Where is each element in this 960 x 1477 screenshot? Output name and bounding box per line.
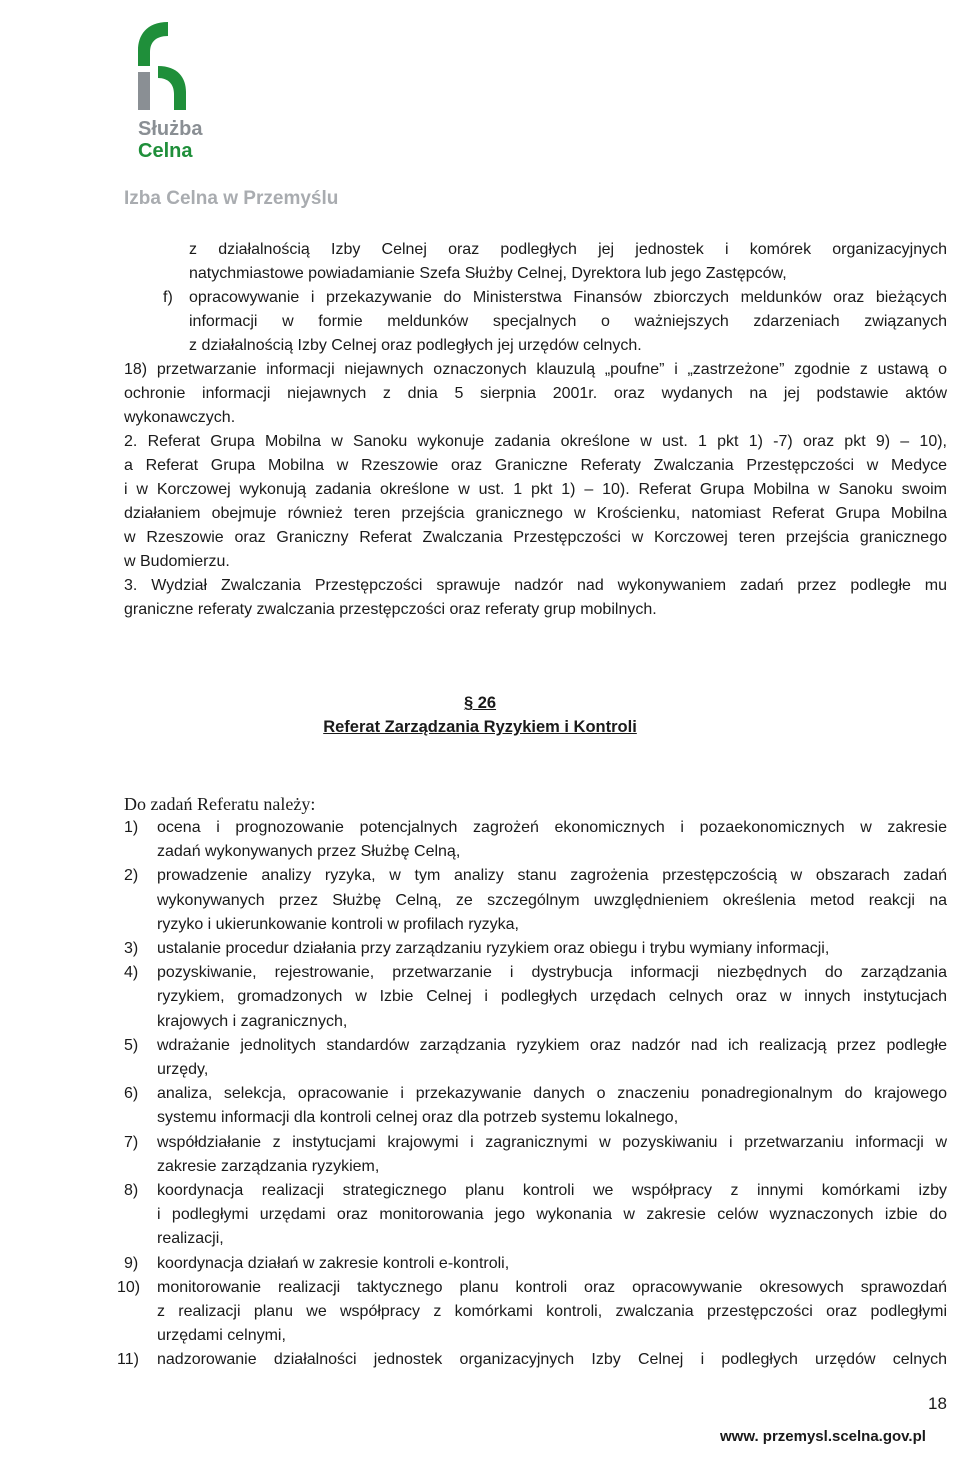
list-item-line: urzędami celnymi, xyxy=(157,1327,286,1345)
list-item-line: wykonywanych przez Służbę Celną, ze szczególnym uwzględnieniem określenia metod reakcji na xyxy=(157,891,947,909)
point-18-line1: 18) przetwarzanie informacji niejawnych oznaczonych klauzulą „poufne” i „zastrzeżone” zgodnie z ustawą o xyxy=(124,361,947,378)
logo-line1: Służba xyxy=(138,118,203,140)
list-item-line: prowadzenie analizy ryzyka, w tym analizy stanu zagrożenia przestępczością w obszarach zadań xyxy=(157,867,947,885)
item-f-line2: informacji w formie meldunków specjalnych o ważniejszych zdarzeniach związanych xyxy=(189,313,947,330)
list-item-line: koordynacja działań w zakresie kontroli e-kontroli, xyxy=(157,1254,510,1272)
point-18-line2: ochronie informacji niejawnych z dnia 5 sierpnia 2001r. oraz wydanych na jej podstawie aktów xyxy=(124,385,947,402)
list-item-line: zakresie zarządzania ryzykiem, xyxy=(157,1157,380,1175)
list-item-number: 5) xyxy=(124,1036,139,1054)
logo-line2: Celna xyxy=(138,140,193,162)
list-item-line: realizacji, xyxy=(157,1230,224,1248)
list-item-number: 2) xyxy=(124,867,139,885)
para-2-line6: w Budomierzu. xyxy=(124,553,230,570)
list-item-number: 3) xyxy=(124,940,139,957)
list-item-line: analiza, selekcja, opracowanie i przekazywanie danych o znaczeniu ponadregionalnym do krajowego xyxy=(157,1085,947,1103)
list-item-line: monitorowanie realizacji taktycznego planu kontroli oraz opracowywanie okresowych sprawozdań xyxy=(157,1278,947,1296)
list-item-number: 9) xyxy=(124,1254,139,1272)
list-item-line: koordynacja realizacji strategicznego planu kontroli we współpracy z innymi komórkami izby xyxy=(157,1182,947,1199)
list-item-line: urzędy, xyxy=(157,1061,209,1078)
point-18-line3: wykonawczych. xyxy=(124,409,236,426)
list-item-line: krajowych i zagranicznych, xyxy=(157,1012,348,1030)
list-item-line: wdrażanie jednolitych standardów zarządzania ryzykiem oraz nadzór nad ich realizacją przez podległe xyxy=(157,1036,947,1054)
logo-emblem-icon xyxy=(128,22,198,110)
para-3-line1: 3. Wydział Zwalczania Przestępczości sprawuje nadzór nad wykonywaniem zadań przez podległe mu xyxy=(124,577,947,594)
para-3-line2: graniczne referaty zwalczania przestępczości oraz referaty grup mobilnych. xyxy=(124,601,657,618)
item-f-line1: opracowywanie i przekazywanie do Ministerstwa Finansów zbiorczych meldunków oraz bieżących xyxy=(189,289,947,306)
item-f-line3: z działalnością Izby Celnej oraz podległych jej urzędów celnych. xyxy=(189,337,642,354)
list-item-line: pozyskiwanie, rejestrowanie, przetwarzanie i dystrybucja informacji niezbędnych do zarządzania xyxy=(157,964,947,982)
para-2-line3: i w Korczowej wykonują zadania określone w ust. 1 pkt 1) – 10). Referat Grupa Mobilna w Sanoku swoim xyxy=(124,481,947,498)
section-number: § 26 xyxy=(463,694,497,712)
list-item-line: ryzyko i ukierunkowanie kontroli w profilach ryzyka, xyxy=(157,915,519,933)
list-item-line: ustalanie procedur działania przy zarządzaniu ryzykiem oraz obiegu i trybu wymiany informacji, xyxy=(157,940,830,957)
item-f-label: f) xyxy=(163,289,173,306)
list-item-line: ryzykiem, gromadzonych w Izbie Celnej i podległych urzędach celnych oraz w innych instytucjach xyxy=(157,988,947,1006)
list-item-number: 10) xyxy=(117,1278,141,1296)
section-title: Referat Zarządzania Ryzykiem i Kontroli xyxy=(323,718,637,736)
header-title: Izba Celna w Przemyślu xyxy=(124,188,339,209)
list-item-line: ocena i prognozowanie potencjalnych zagrożeń ekonomicznych i pozaekonomicznych w zakresie xyxy=(157,819,947,836)
footer-url: www. przemysl.scelna.gov.pl xyxy=(720,1428,926,1445)
list-item-line: współdziałanie z instytucjami krajowymi i zagranicznymi w pozyskiwaniu i przetwarzaniu informacji w xyxy=(157,1133,947,1151)
list-item-line: zadań wykonywanych przez Służbę Celną, xyxy=(157,843,461,861)
list-item-number: 7) xyxy=(124,1133,139,1151)
page-number: 18 xyxy=(928,1394,947,1413)
section-intro: Do zadań Referatu należy: xyxy=(124,794,316,814)
list-item-number: 4) xyxy=(124,964,139,982)
list-item-number: 1) xyxy=(124,819,139,836)
e-continuation-line1: z działalnością Izby Celnej oraz podległych jej jednostek i komórek organizacyjnych xyxy=(189,241,947,258)
para-2-line2: a Referat Grupa Mobilna w Rzeszowie oraz Graniczne Referaty Zwalczania Przestępczości w Medyce xyxy=(124,457,947,474)
list-item-line: i podległymi urzędami oraz monitorowania jego wykonania w zakresie celów wyznaczonych izbie do xyxy=(157,1206,947,1224)
list-item-line: nadzorowanie działalności jednostek organizacyjnych Izby Celnej i podległych urzędów celnych xyxy=(157,1351,947,1369)
list-item-line: z realizacji planu we współpracy z komórkami kontroli, zwalczania przestępczości oraz podległymi xyxy=(157,1303,947,1320)
para-2-line4: działaniem obejmuje również teren przejścia granicznego w Krościenku, natomiast Referat Grupa Mobilna xyxy=(124,505,947,522)
logo-text xyxy=(138,118,202,162)
list-item-line: systemu informacji dla kontroli celnej oraz dla potrzeb systemu lokalnego, xyxy=(157,1109,679,1127)
list-item-number: 8) xyxy=(124,1182,139,1199)
list-item-number: 6) xyxy=(124,1085,139,1103)
para-2-line1: 2. Referat Grupa Mobilna w Sanoku wykonuje zadania określone w ust. 1 pkt 1) -7) oraz pkt 9) – 10), xyxy=(124,433,947,450)
para-2-line5: w Rzeszowie oraz Graniczny Referat Zwalczania Przestępczości w Korczowej teren przejścia granicznego xyxy=(124,529,947,546)
list-item-number: 11) xyxy=(117,1351,139,1369)
e-continuation-line2: natychmiastowe powiadamianie Szefa Służby Celnej, Dyrektora lub jego Zastępców, xyxy=(189,265,787,282)
sluzba-celna-logo xyxy=(128,22,218,110)
